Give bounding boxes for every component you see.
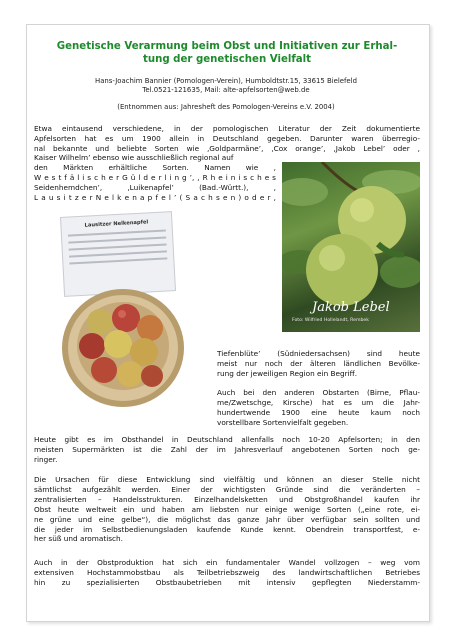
intro-line: Apfelsorten hat es um 1900 allein in Deutschland gegeben. Darunter waren überregio- xyxy=(34,133,420,143)
right-column-paragraph-1 xyxy=(217,349,420,379)
para-line: zentralisierten – Handelsstrukturen. Einzelhandelsketten und Obstgroßhandel kaufen ihr xyxy=(34,494,420,504)
intro-line: Etwa eintausend verschiedene, in der pomologischen Literatur der Zeit dokumentierte xyxy=(34,124,420,133)
right-column-paragraph-2 xyxy=(217,388,420,428)
intro-line: nal bekannte und beliebte Sorten wie ‚Goldparmäne’, ‚Cox orange’, ‚Jakob Lebel’ oder , xyxy=(34,143,420,153)
paragraph-4 xyxy=(34,558,420,588)
title-line-2: tung der genetischen Vielfalt xyxy=(142,54,312,65)
paragraph-3 xyxy=(34,475,420,544)
right-line: meist nur noch der älteren ländlichen Bevölke- xyxy=(217,358,420,368)
para-line: ringer. xyxy=(34,454,58,464)
para-line: ne grüne und eine gelbe“), die möglichst das ganze Jahr über verfügbar sein sollten und xyxy=(34,514,420,524)
intro-paragraph xyxy=(34,124,420,154)
wrap-line: Kaiser Wilhelm’ ebenso wie ausschließlich regional auf xyxy=(34,153,234,162)
right-line: vorstellbare Sortenvielfalt gegeben. xyxy=(217,417,349,427)
para-line: meisten Supermärkten ist die Zahl der im Jahresverlauf angebotenen Sorten noch ge- xyxy=(34,444,420,454)
paragraph-2 xyxy=(34,435,420,465)
wrap-line: Seidenhemdchen’, ‚Luikenapfel’ (Bad.-Württ.), , xyxy=(34,182,276,192)
para-line: Auch in der Obstproduktion hat sich ein fundamentaler Wandel vollzogen – weg vom xyxy=(34,558,420,567)
basket-graphic xyxy=(62,284,184,408)
right-line: Tiefenblüte’ (Südniedersachsen) sind heute xyxy=(217,349,420,358)
document-title xyxy=(34,40,420,66)
wrap-line: L a u s i t z e r N e l k e n a p f e l ’ ( S a c h s e n ) o d e r , xyxy=(34,192,276,202)
photo-caption: Jakob Lebel xyxy=(312,300,390,315)
wrap-line: W e s t f ä l i s c h e r G ü l d e r l i n g ’, , R h e i n i s c h e s xyxy=(34,172,276,182)
intro-wrap-text xyxy=(34,153,276,203)
right-line: hundertwende 1900 eine heute kaum noch xyxy=(217,407,420,417)
para-line: Heute gibt es im Obsthandel in Deutschland allenfalls noch 10-20 Apfelsorten; in den xyxy=(34,435,420,444)
wrap-line: den Märkten erhältliche Sorten. Namen wie , xyxy=(34,162,276,172)
apple-basket-photo xyxy=(62,284,184,408)
para-line: Obst heute weltweit ein und haben am liebsten nur einige wenige Sorten („eine rote, ei- xyxy=(34,504,420,514)
para-line: extensiven Hochstammobstbau als Teilbetriebszweig des landwirtschaftlichen Betriebes xyxy=(34,567,420,577)
para-line: Die Ursachen für diese Entwicklung sind vielfältig und können an dieser Stelle nicht xyxy=(34,475,420,484)
title-line-1: Genetische Verarmung beim Obst und Initiativen zur Erhal- xyxy=(56,41,398,52)
para-line: hin zu spezialisierten Obstbaubetrieben mit intensiv gepflegten Niederstamm- xyxy=(34,577,420,587)
sign-title: Lausitzer Nelkenapfel xyxy=(84,219,149,229)
author-line-1: Hans-Joachim Bannier (Pomologen-Verein), Humboldtstr.15, 33615 Bielefeld xyxy=(95,77,357,85)
source-note: (Entnommen aus: Jahresheft des Pomologen-Vereins e.V. 2004) xyxy=(117,103,335,111)
right-line: me/Zwetschge, Kirsche) hat es um die Jahr- xyxy=(217,397,420,407)
para-line: die jeder im Selbstbedienungsladen kaufende Kunde kennt. Obendrein transportfest, e- xyxy=(34,524,420,534)
para-line: sämtlichst aufgezählt werden. Einer der wichtigsten Gründe sind die veränderten – xyxy=(34,484,420,494)
right-line: rung der jeweiligen Region ein Begriff. xyxy=(217,368,358,378)
photo-credit: Foto: Wilfried Hollelandt, Rembek xyxy=(292,318,369,323)
right-line: Auch bei den anderen Obstarten (Birne, Pflau- xyxy=(217,388,420,397)
author-line-2: Tel.0521-121635, Mail: alte-apfelsorten@web.de xyxy=(142,86,310,94)
para-line: her süß und aromatisch. xyxy=(34,534,123,544)
author-info xyxy=(40,77,412,95)
